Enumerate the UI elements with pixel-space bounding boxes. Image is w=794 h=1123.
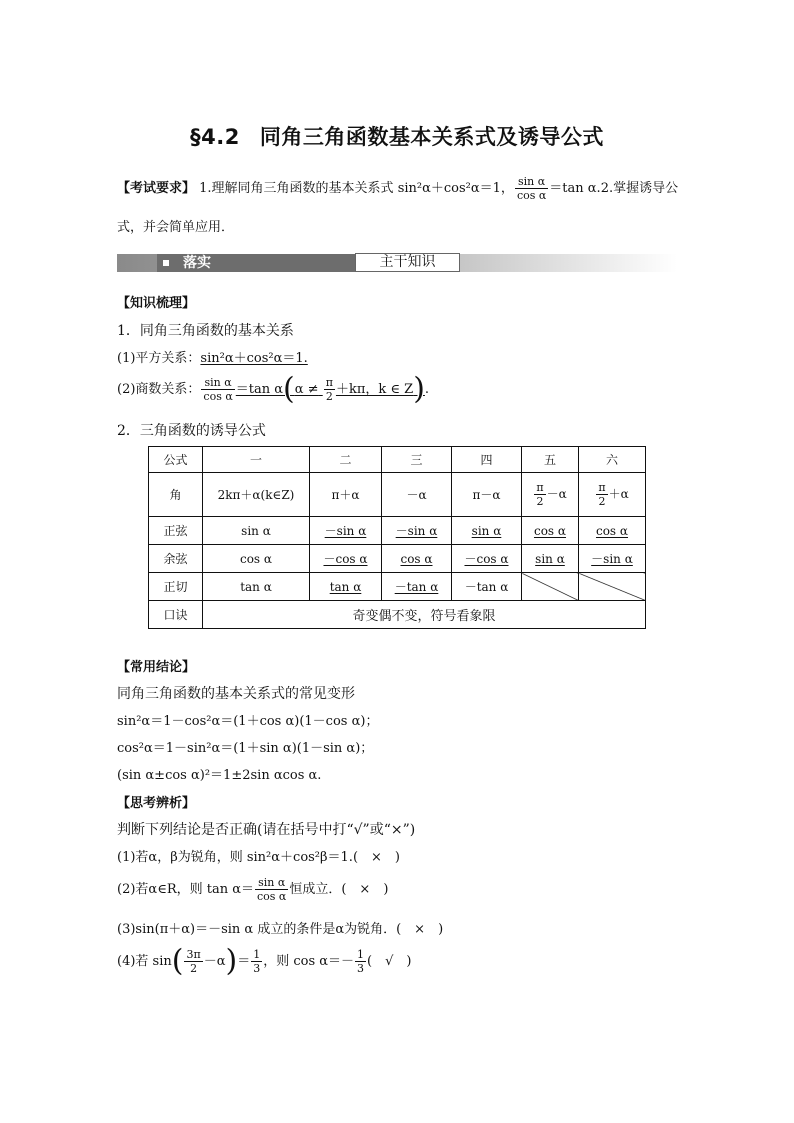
requirement-part2: ＝tan α.2.掌握诱导公 — [549, 181, 679, 196]
table-row-sin — [149, 517, 646, 545]
table-cell: －tan α — [452, 573, 522, 601]
mnemonic-cell: 奇变偶不变，符号看象限 — [203, 601, 646, 629]
question-3: (3)sin(π＋α)＝－sin α 成立的条件是α为锐角．( × ) — [117, 922, 444, 937]
square-bullet-icon — [163, 260, 169, 266]
quotient-formula: $\frac{\text{sin α}}{\text{cos α}}$ ＝tan α(α ≠ $\frac{\pi}{2}$ ＋kπ，k ∈ Z) — [203, 371, 425, 407]
knowledge-item-1: 1．同角三角函数的基本关系 — [117, 323, 294, 339]
exam-requirement — [117, 174, 678, 204]
page-title — [0, 121, 794, 151]
table-cell: π＋α — [310, 473, 382, 517]
knowledge-heading: 【知识梳理】 — [117, 296, 196, 311]
table-cell: cos α — [203, 545, 310, 573]
row-label: 正弦 — [149, 517, 203, 545]
question-2: (2)若α∈R，则 tan α＝ $\frac{\text{sin α}}{\text{cos α}}$ 恒成立．( × ) — [117, 876, 389, 903]
table-header-cell: 公式 — [149, 447, 203, 473]
table-header-cell: 二 — [310, 447, 382, 473]
table-cell: sin α — [203, 517, 310, 545]
table-cell: sin α — [522, 545, 579, 573]
requirement-line2: 式，并会简单应用． — [117, 220, 235, 235]
table-cell: 2kπ＋α(k∈Z) — [203, 473, 310, 517]
row-label: 角 — [149, 473, 203, 517]
requirement-part1: 1.理解同角三角函数的基本关系式 sin²α＋cos²α＝1， — [199, 181, 514, 196]
row-label: 余弦 — [149, 545, 203, 573]
table-cell: cos α — [382, 545, 452, 573]
table-header-cell: 三 — [382, 447, 452, 473]
induction-formula-table — [148, 446, 646, 629]
conclusions-subtitle: 同角三角函数的基本关系式的常见变形 — [117, 686, 355, 702]
table-cell-empty — [579, 573, 646, 601]
table-cell: tan α — [310, 573, 382, 601]
section-number: §4.2 — [190, 125, 240, 149]
table-cell: π－α — [452, 473, 522, 517]
table-cell: －sin α — [310, 517, 382, 545]
table-cell: －cos α — [452, 545, 522, 573]
table-cell: tan α — [203, 573, 310, 601]
section-banner — [117, 252, 677, 272]
knowledge-item-2: 2．三角函数的诱导公式 — [117, 423, 266, 439]
question-4: (4)若 sin( $\frac{3\pi}{2}$ －α)＝ $\frac{1}{3}$ ，则 cos α＝－ $\frac{1}{3}$ ( √ ) — [117, 943, 412, 979]
table-cell: $\frac{\pi}{2}$ －α — [522, 473, 579, 517]
table-cell: cos α — [579, 517, 646, 545]
conclusion-line-3: (sin α±cos α)²＝1±2sin αcos α. — [117, 768, 322, 783]
table-header-row — [149, 447, 646, 473]
table-row-cos — [149, 545, 646, 573]
table-row-tan — [149, 573, 646, 601]
conclusions-heading: 【常用结论】 — [117, 660, 196, 675]
table-cell: cos α — [522, 517, 579, 545]
table-header-cell: 一 — [203, 447, 310, 473]
discrimination-heading: 【思考辨析】 — [117, 796, 196, 811]
table-row-angle — [149, 473, 646, 517]
table-cell: －tan α — [382, 573, 452, 601]
table-cell: －sin α — [579, 545, 646, 573]
table-cell: －sin α — [382, 517, 452, 545]
table-cell: －cos α — [310, 545, 382, 573]
quotient-relation: (2)商数关系： $\frac{\text{sin α}}{\text{cos α}}$ ＝tan α(α ≠ $\frac{\pi}{2}$ ＋kπ，k ∈ Z). — [117, 371, 430, 407]
table-header-cell: 四 — [452, 447, 522, 473]
table-header-cell: 六 — [579, 447, 646, 473]
square-formula: sin²α＋cos²α＝1. — [200, 351, 308, 366]
row-label: 正切 — [149, 573, 203, 601]
table-cell: －α — [382, 473, 452, 517]
table-cell: sin α — [452, 517, 522, 545]
square-relation: (1)平方关系：sin²α＋cos²α＝1. — [117, 351, 308, 366]
table-cell: $\frac{\pi}{2}$ ＋α — [579, 473, 646, 517]
requirement-tag: 【考试要求】 — [117, 181, 196, 196]
banner-label-2: 主干知识 — [355, 253, 460, 272]
conclusion-line-1: sin²α＝1－cos²α＝(1＋cos α)(1－cos α)； — [117, 714, 379, 729]
banner-label-1: 落实 — [183, 255, 211, 271]
title-text: 同角三角函数基本关系式及诱导公式 — [259, 125, 604, 149]
discrimination-instruction: 判断下列结论是否正确(请在括号中打“√”或“×”) — [117, 822, 416, 838]
row-label: 口诀 — [149, 601, 203, 629]
conclusion-line-2: cos²α＝1－sin²α＝(1＋sin α)(1－sin α)； — [117, 741, 374, 756]
question-1: (1)若α，β为锐角，则 sin²α＋cos²β＝1.( × ) — [117, 850, 400, 865]
table-cell-empty — [522, 573, 579, 601]
requirement-fraction: $\frac{\text{sin α}}{\text{cos α}}$ — [516, 175, 547, 202]
table-row-mnemonic — [149, 601, 646, 629]
table-header-cell: 五 — [522, 447, 579, 473]
